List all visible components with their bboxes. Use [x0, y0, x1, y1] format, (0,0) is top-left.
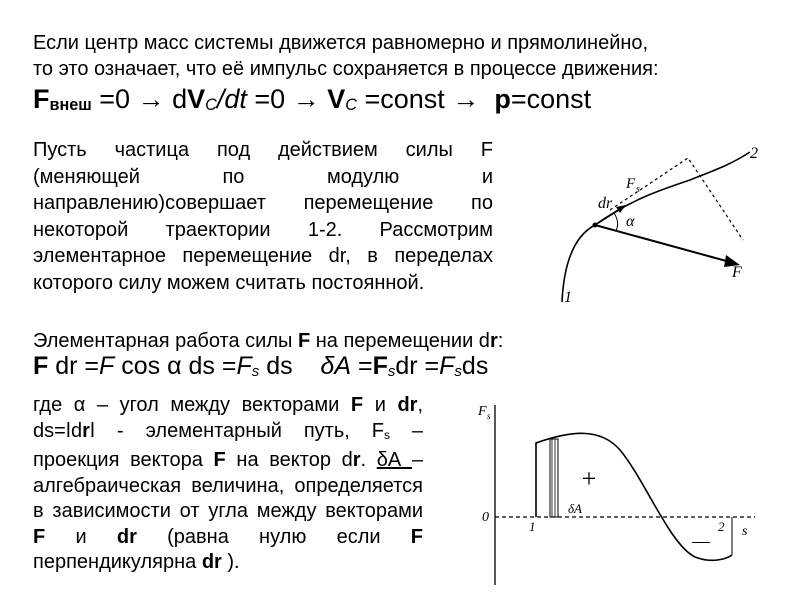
plus-sign: + — [580, 464, 598, 493]
label-alpha: α — [626, 213, 635, 230]
particle-point — [593, 223, 598, 228]
fs-graph — [470, 395, 770, 595]
label-s: s — [742, 524, 748, 539]
momentum-symbol: p — [494, 84, 511, 114]
force-symbol: F — [33, 84, 50, 114]
momentum-conservation-formula: Fвнеш =0 → dVC/dt =0 → VC =const → p=const — [33, 84, 592, 114]
paragraph-definitions: где α – угол между векторами F и dr, ds=ǀdrǀ - элементарный путь, Fs – проекция вектора F на вектор dr. δА – алгебраическая величина, определяется в зависимости от угла между векторами F и dr (равна нулю если F перпендикулярна dr ). — [33, 394, 424, 573]
label-point-1: 1 — [564, 289, 572, 306]
svg-text:s: s — [487, 411, 491, 421]
work-formula: F dr =F cos α ds =Fs ds δA =Fsdr =Fsds — [33, 352, 489, 380]
paragraph-particle-motion: Пусть частица под действием силы F (меняющей по модулю и направлению)совершает перемещение по некоторой траектории 1-2. Рассмотрим элементарное перемещение dr, в переделах которого силу можем считать постоянной. — [33, 139, 493, 294]
label-fs: F — [626, 176, 636, 192]
arrow-icon: → — [137, 84, 165, 114]
minus-sign: — — [692, 530, 710, 552]
label-fs: F — [478, 404, 487, 419]
trajectory-curve — [562, 152, 750, 302]
arrow-icon: → — [452, 84, 480, 114]
work-line: Элементарная работа силы F на перемещении dr: — [33, 330, 504, 352]
label-1: 1 — [529, 519, 536, 534]
label-dr: dr — [598, 195, 613, 212]
label-fs-sub: s — [636, 184, 640, 195]
force-vector — [595, 225, 730, 262]
arrow-icon: → — [292, 84, 320, 114]
label-point-2: 2 — [750, 145, 758, 162]
trajectory-diagram — [540, 140, 770, 310]
label-2: 2 — [718, 519, 725, 534]
header-line-1: Если центр масс системы движется равномерно и прямолинейно, — [33, 32, 649, 54]
force-subscript: внеш — [49, 96, 92, 114]
header-line-2: то это означает, что её импульс сохраняется в процессе движения: — [33, 58, 659, 80]
label-da: δA — [568, 501, 582, 516]
label-origin: 0 — [482, 510, 489, 525]
label-f: F — [732, 264, 742, 281]
